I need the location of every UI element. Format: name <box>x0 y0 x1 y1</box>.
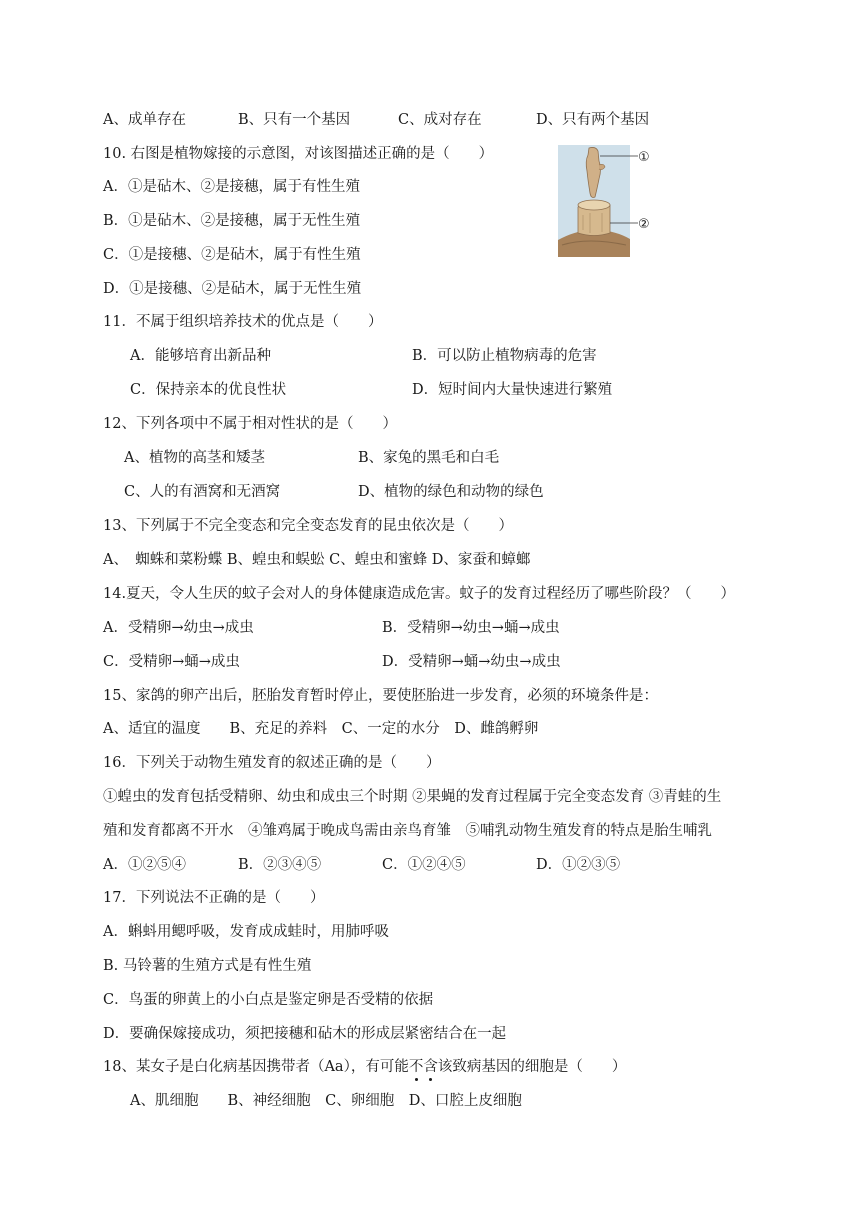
q14-option-b: B．受精卵→幼虫→蛹→成虫 <box>382 620 560 636</box>
q9-option-d: D、只有两个基因 <box>536 112 650 128</box>
q9-option-b: B、只有一个基因 <box>238 112 351 128</box>
q10-option-c: C．①是接穗、②是砧木，属于有性生殖 <box>103 247 361 263</box>
q11-stem: 11．不属于组织培养技术的优点是（ ） <box>103 314 383 330</box>
q16-option-d: D．①②③⑤ <box>536 857 621 873</box>
q13-options: A、 蜘蛛和菜粉蝶 B、蝗虫和蜈蚣 C、蝗虫和蜜蜂 D、家蚕和蟑螂 <box>103 552 531 568</box>
q14-option-d: D．受精卵→蛹→幼虫→成虫 <box>382 654 561 670</box>
q11-option-d: D．短时间内大量快速进行繁殖 <box>412 382 613 398</box>
q16-body-line-1: ①蝗虫的发育包括受精卵、幼虫和成虫三个时期 ②果蝇的发育过程属于完全变态发育 ③青蛙的生 <box>103 789 722 805</box>
q18-stem-part-2: 该致病基因的细胞是（ ） <box>437 1059 627 1075</box>
q10-stem: 10. 右图是植物嫁接的示意图，对该图描述正确的是（ ） <box>103 146 494 162</box>
q12-option-a: A、植物的高茎和矮茎 <box>124 450 265 466</box>
q18-stem-part-1: 18、某女子是白化病基因携带者（Aa），有可能 <box>103 1059 409 1075</box>
q18-emphasis-char-2: 含 <box>423 1059 438 1075</box>
figure-label-1: ① <box>638 150 650 165</box>
q14-option-a: A．受精卵→幼虫→成虫 <box>103 620 254 636</box>
q17-option-b: B. 马铃薯的生殖方式是有性生殖 <box>103 958 312 974</box>
q15-stem: 15、家鸽的卵产出后，胚胎发育暂时停止，要使胚胎进一步发育，必须的环境条件是： <box>103 688 658 704</box>
q12-option-c: C、人的有酒窝和无酒窝 <box>124 484 281 500</box>
q16-option-a: A．①②⑤④ <box>103 857 186 873</box>
q10-option-a: A．①是砧木、②是接穗，属于有性生殖 <box>103 179 360 195</box>
q11-option-a: A．能够培育出新品种 <box>130 348 271 364</box>
q9-option-c: C、成对存在 <box>398 112 482 128</box>
q18-stem <box>103 1057 626 1077</box>
q16-option-c: C．①②④⑤ <box>382 857 466 873</box>
q16-option-b: B．②③④⑤ <box>238 857 322 873</box>
q14-stem: 14.夏天，令人生厌的蚊子会对人的身体健康造成危害。蚊子的发育过程经历了哪些阶段？（ ） <box>103 586 736 602</box>
q15-options: A、适宜的温度 B、充足的养料 C、一定的水分 D、雌鸽孵卵 <box>103 721 539 737</box>
q16-body-line-2: 殖和发育都离不开水 ④雏鸡属于晚成鸟需由亲鸟育雏 ⑤哺乳动物生殖发育的特点是胎生哺乳 <box>103 823 712 839</box>
figure-label-2: ② <box>638 217 650 232</box>
q11-option-c: C．保持亲本的优良性状 <box>130 382 287 398</box>
q12-option-d: D、植物的绿色和动物的绿色 <box>358 484 544 500</box>
q16-stem: 16．下列关于动物生殖发育的叙述正确的是（ ） <box>103 755 441 771</box>
q14-option-c: C．受精卵→蛹→成虫 <box>103 654 240 670</box>
q11-option-b: B．可以防止植物病毒的危害 <box>412 348 597 364</box>
q17-option-a: A．蝌蚪用鳃呼吸，发育成成蛙时，用肺呼吸 <box>103 924 389 940</box>
q13-stem: 13、下列属于不完全变态和完全变态发育的昆虫依次是（ ） <box>103 518 513 534</box>
q17-stem: 17．下列说法不正确的是（ ） <box>103 890 325 906</box>
q18-options: A、肌细胞 B、神经细胞 C、卵细胞 D、口腔上皮细胞 <box>130 1093 522 1109</box>
q12-option-b: B、家兔的黑毛和白毛 <box>358 450 500 466</box>
q18-emphasis-char-1: 不 <box>408 1059 424 1075</box>
q9-option-a: A、成单存在 <box>103 112 186 128</box>
q10-option-d: D．①是接穗、②是砧木，属于无性生殖 <box>103 281 362 297</box>
q12-stem: 12、下列各项中不属于相对性状的是（ ） <box>103 416 397 432</box>
q17-option-d: D．要确保嫁接成功，须把接穗和砧木的形成层紧密结合在一起 <box>103 1026 507 1042</box>
q10-option-b: B．①是砧木、②是接穗，属于无性生殖 <box>103 213 361 229</box>
q17-option-c: C．鸟蛋的卵黄上的小白点是鉴定卵是否受精的依据 <box>103 992 434 1008</box>
grafting-diagram <box>558 145 658 257</box>
